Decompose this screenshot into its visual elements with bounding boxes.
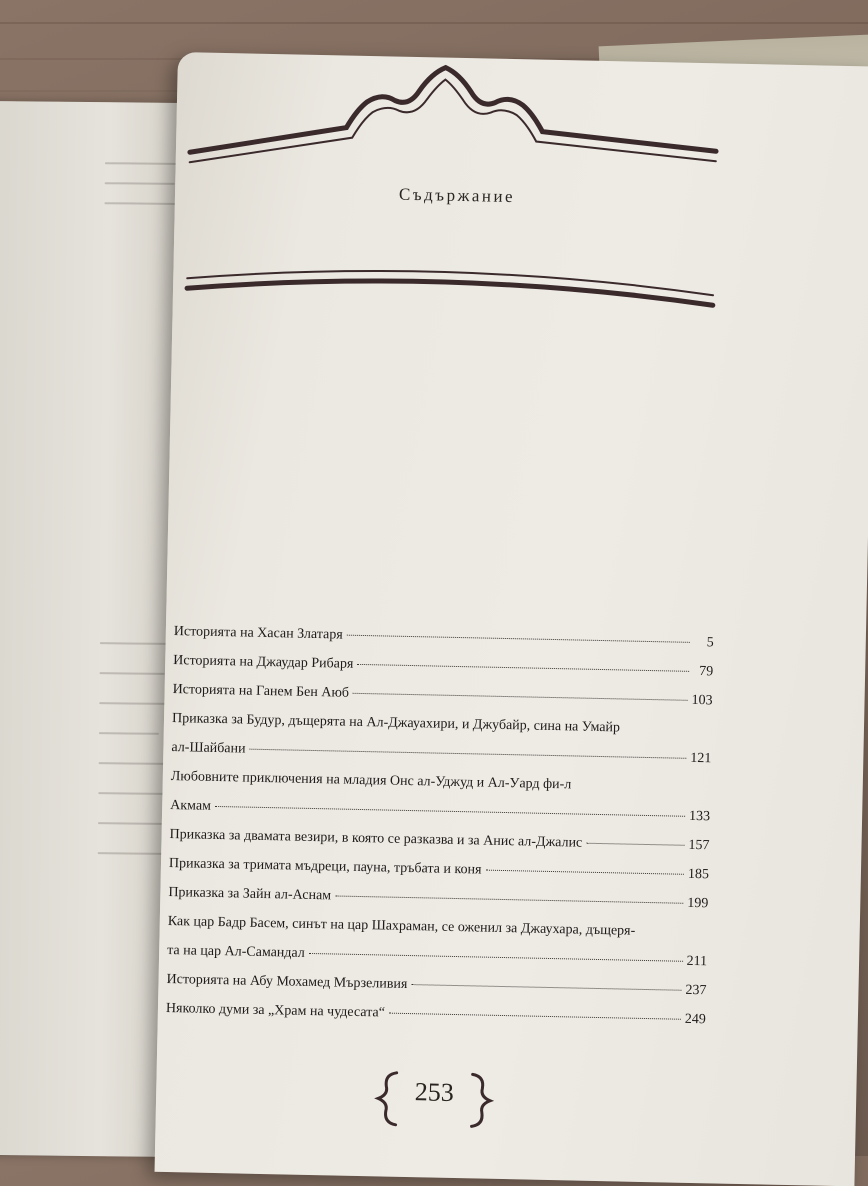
- page-number: 253: [414, 1077, 455, 1108]
- toc-leader-dots: [215, 806, 685, 817]
- toc-entry-title-continued: ал-Шайбани: [171, 740, 246, 757]
- toc-entry-title: Историята на Хасан Златаря: [173, 624, 343, 643]
- table-of-contents: [166, 624, 714, 1041]
- toc-entry-page: 79: [698, 664, 714, 680]
- toc-entry-title: Историята на Абу Мохамед Мързеливия: [166, 971, 408, 993]
- toc-leader-dots: [250, 749, 687, 759]
- toc-leader-dots: [485, 870, 683, 875]
- toc-entry-page: 157: [688, 837, 710, 854]
- toc-entry-title: Любовните приключения на младия Онс ал-Уджуд и Ал-Уард фи-л: [170, 769, 572, 793]
- toc-leader-dots: [357, 664, 689, 672]
- page-title: Съдържание: [398, 184, 516, 207]
- toc-leader-dots: [411, 984, 681, 991]
- toc-entry-title: Няколко думи за „Храм на чудесата“: [165, 1000, 386, 1021]
- toc-entry-page: 103: [691, 692, 713, 709]
- toc-entry-page: 237: [685, 982, 707, 999]
- toc-entry-page: 211: [686, 953, 708, 970]
- toc-entry-title: Историята на Ганем Бен Аюб: [172, 682, 350, 701]
- toc-entry-title: Историята на Джаудар Рибаря: [173, 653, 354, 672]
- toc-entry-title-continued: та на цар Ал-Самандал: [167, 942, 305, 961]
- toc-leader-dots: [353, 693, 688, 701]
- toc-leader-dots: [347, 635, 690, 643]
- toc-leader-dots: [586, 843, 684, 846]
- toc-entry-page: 185: [687, 866, 710, 883]
- toc-entry-page: 199: [687, 895, 709, 912]
- toc-entry-title: Приказка за Будур, дъщерята на Ал-Джауахири, и Джубайр, сина на Умайр: [171, 711, 621, 736]
- toc-entry-title: Приказка за тримата мъдреци, пауна, тръбата и коня: [168, 855, 482, 878]
- toc-leader-dots: [309, 953, 683, 962]
- page-number-block: [374, 1068, 495, 1130]
- toc-entry-page: 133: [688, 808, 711, 825]
- toc-leader-dots: [335, 895, 683, 903]
- toc-leader-dots: [389, 1013, 681, 1020]
- wood-grain: [0, 22, 868, 24]
- toc-entry-title: Приказка за Зайн ал-Аснам: [168, 884, 332, 904]
- toc-entry-page: 5: [706, 635, 714, 651]
- toc-entry-page: 249: [684, 1011, 707, 1028]
- toc-entry-title: Как цар Бадр Басем, синът на цар Шахраман, се оженил за Джаухара, дъщеря-: [167, 913, 636, 939]
- book-page: [155, 52, 868, 1186]
- toc-entry-page: 121: [690, 750, 712, 767]
- toc-entry-title-continued: Акмам: [170, 798, 212, 814]
- toc-entry-title: Приказка за двамата везири, в която се разказва и за Анис ал-Джалис: [169, 826, 583, 851]
